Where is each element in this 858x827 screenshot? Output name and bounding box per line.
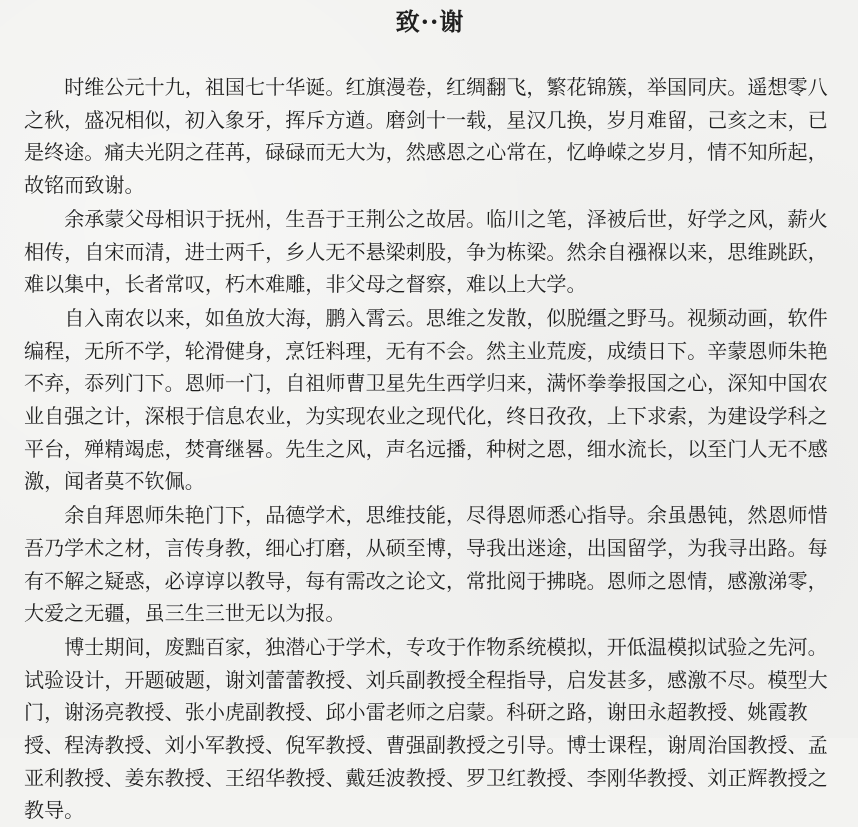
paragraph-1: 时维公元十九，祖国七十华诞。红旗漫卷，红绸翻飞，繁花锦簇，举国同庆。遥想零八之秋，盛况相似，初入象牙，挥斥方遒。磨剑十一载，星汉几换，岁月难留，己亥之末，已是终途。痛夫光阴之荏苒，碌碌而无大为，然感恩之心常在，忆峥嵘之岁月，情不知所起，故铭而致谢。 (24, 75, 828, 198)
paragraph-2: 余承蒙父母相识于抚州，生吾于王荆公之故居。临川之笔，泽被后世，好学之风，薪火相传，自宋而清，进士两千，乡人无不悬梁刺股，争为栋梁。然余自襁褓以来，思维跳跃，难以集中，长者常叹，朽木难雕，非父母之督察，难以上大学。 (24, 206, 828, 297)
paragraph-3: 自入南农以来，如鱼放大海，鹏入霄云。思维之发散，似脱缰之野马。视频动画，软件编程，无所不学，轮滑健身，烹饪料理，无有不会。然主业荒废，成绩日下。辛蒙恩师朱艳不弃，忝列门下。恩师一门，自祖师曹卫星先生西学归来，满怀拳拳报国之心，深知中国农业自强之计，深根于信息农业，为实现农业之现代化，终日孜孜，上下求索，为建设学科之平台，殚精竭虑，焚膏继晷。先生之风，声名远播，种树之恩，细水流长，以至门人无不感激，闻者莫不钦佩。 (24, 305, 828, 494)
paragraph-4: 余自拜恩师朱艳门下，品德学术，思维技能，尽得恩师悉心指导。余虽愚钝，然恩师惜吾乃学术之材，言传身教，细心打磨，从硕至博，导我出迷途，出国留学，为我寻出路。每有不解之疑惑，必谆谆以教导，每有需改之论文，常批阅于拂晓。恩师之恩情，感激涕零，大爱之无疆，虽三生三世无以为报。 (24, 503, 828, 626)
page-title: 致··谢 (395, 7, 465, 36)
paragraph-5: 博士期间，废黜百家，独潜心于学术，专攻于作物系统模拟，开低温模拟试验之先河。试验设计，开题破题，谢刘蕾蕾教授、刘兵副教授全程指导，启发甚多，感激不尽。模型大门，谢汤亮教授、张小虎副教授、邱小雷老师之启蒙。科研之路，谢田永超教授、姚霞教授、程涛教授、刘小军教授、倪军教授、曹强副教授之引导。博士课程，谢周治国教授、孟亚利教授、姜东教授、王绍华教授、戴廷波教授、罗卫红教授、李刚华教授、刘正辉教授之教导。 (24, 634, 828, 823)
